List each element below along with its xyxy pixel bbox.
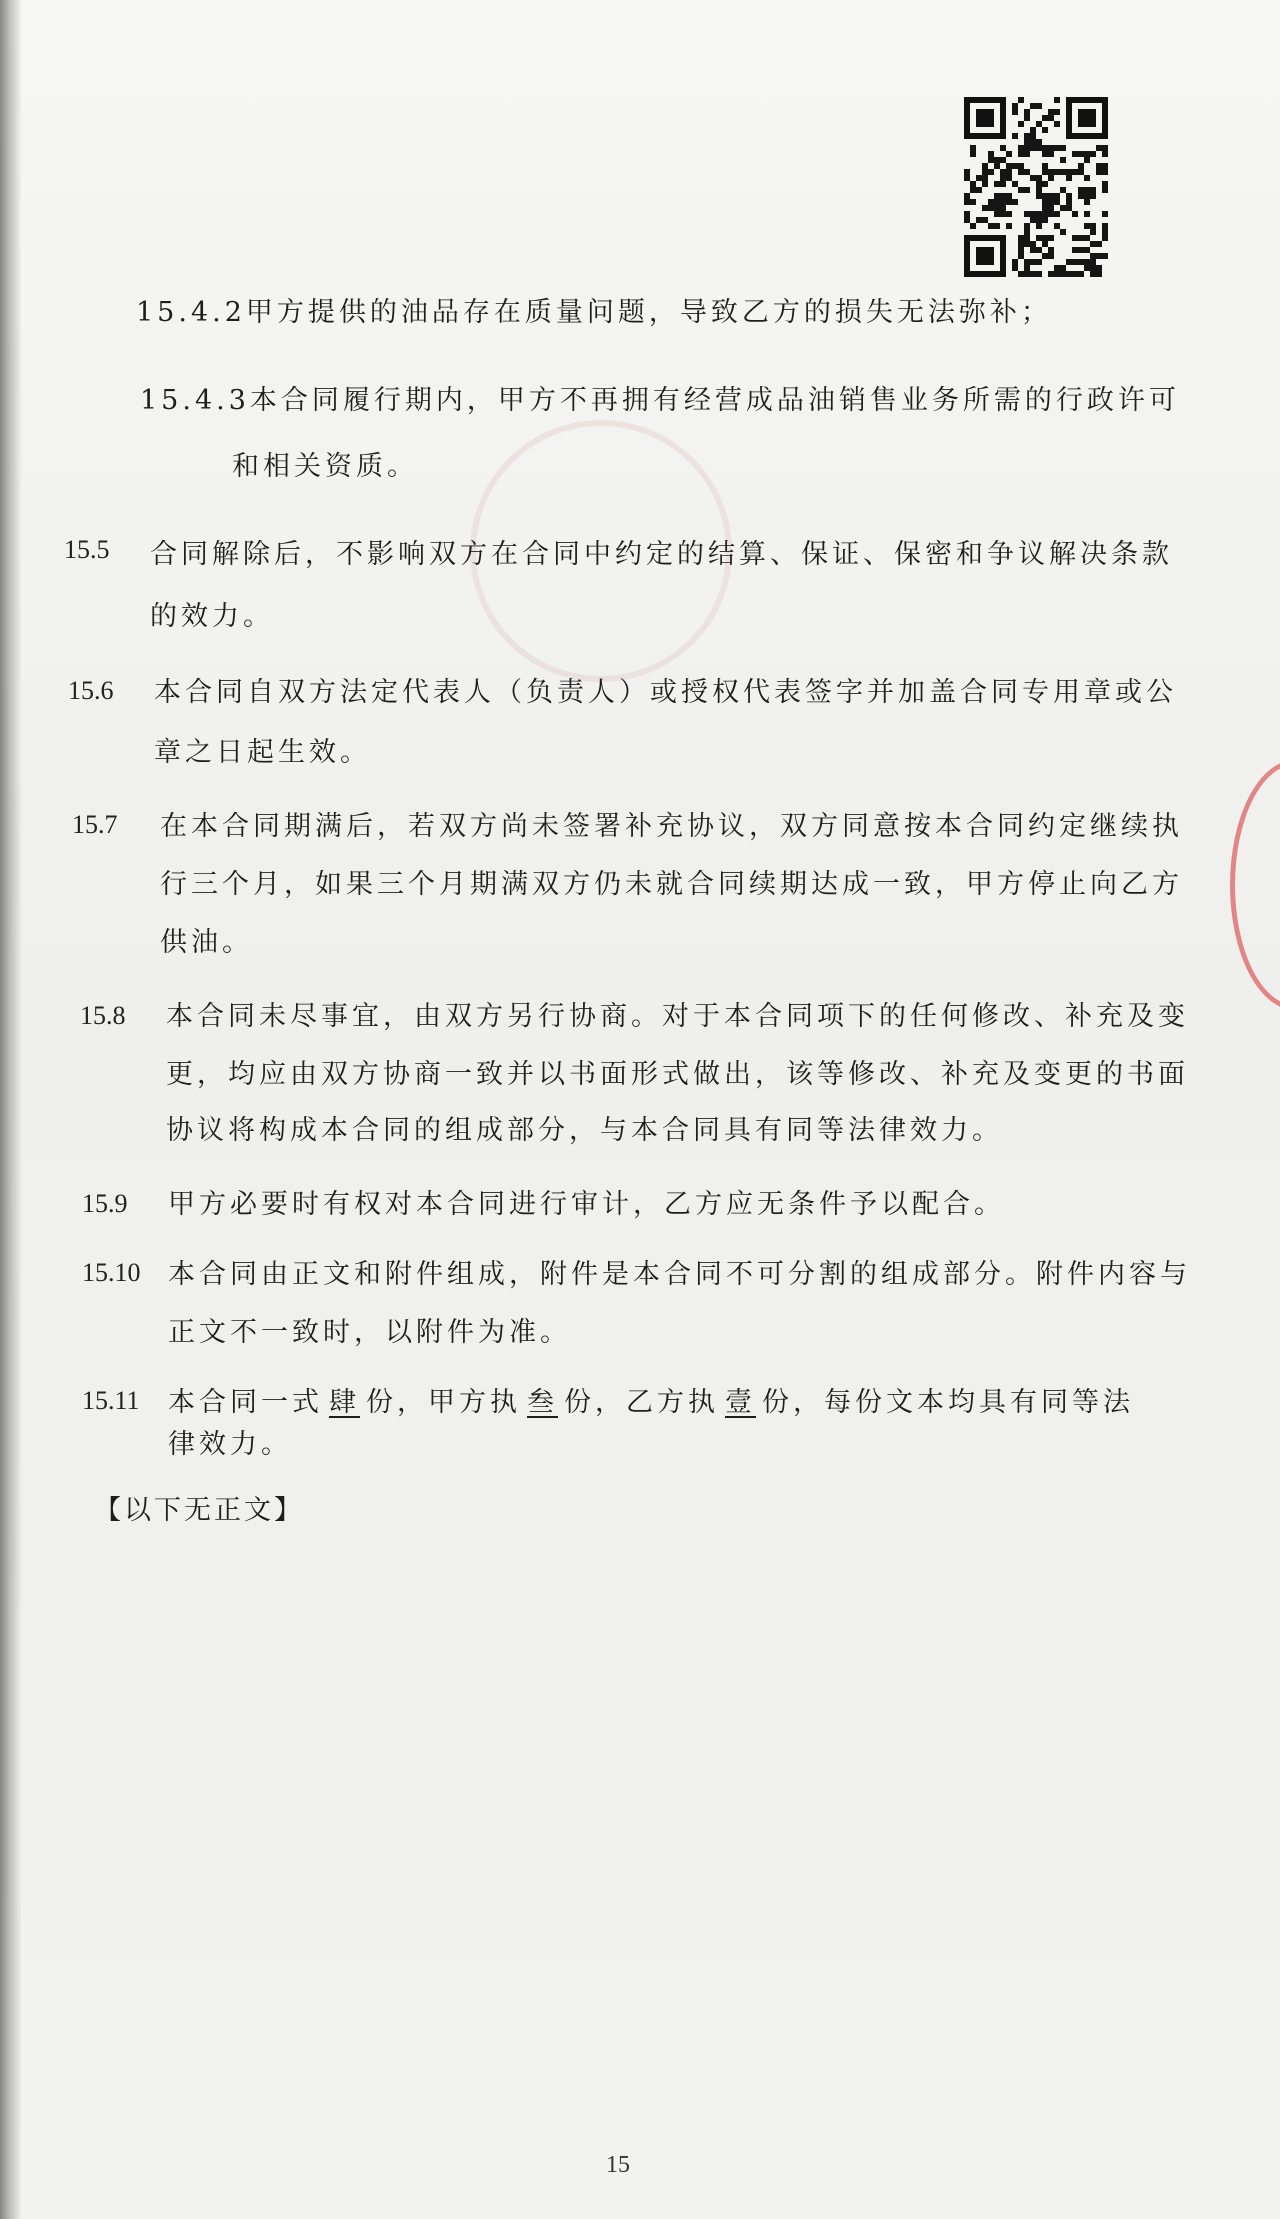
clause-15-8-line-3: 协议将构成本合同的组成部分，与本合同具有同等法律效力。 bbox=[166, 1115, 1003, 1146]
clause-15-6-line-1: 本合同自双方法定代表人（负责人）或授权代表签字并加盖合同专用章或公 bbox=[154, 677, 1177, 708]
page-edge-shadow bbox=[0, 0, 22, 2219]
clause-15-7-line-2: 行三个月，如果三个月期满双方仍未就合同续期达成一致，甲方停止向乙方 bbox=[160, 869, 1183, 900]
clause-15-11-text-d: 份，每份文本均具有同等法 bbox=[762, 1387, 1134, 1418]
clause-15-6-line-2: 章之日起生效。 bbox=[154, 737, 371, 768]
clause-15-4-3-line-1: 15.4.3本合同履行期内，甲方不再拥有经营成品油销售业务所需的行政许可 bbox=[140, 385, 1180, 416]
clause-15-7-line-1: 在本合同期满后，若双方尚未签署补充协议，双方同意按本合同约定继续执 bbox=[160, 811, 1183, 842]
copies-party-a: 叁 bbox=[527, 1387, 558, 1418]
clause-15-6-number: 15.6 bbox=[68, 676, 114, 705]
clause-15-7-line-3: 供油。 bbox=[160, 927, 253, 958]
clause-15-5-line-1: 合同解除后，不影响双方在合同中约定的结算、保证、保密和争议解决条款 bbox=[150, 539, 1173, 570]
clause-15-4-3-line-2: 和相关资质。 bbox=[232, 451, 418, 482]
clause-15-4-2-line-1: 15.4.2甲方提供的油品存在质量问题，导致乙方的损失无法弥补； bbox=[136, 297, 1052, 328]
clause-15-11-text-a: 本合同一式 bbox=[168, 1387, 323, 1418]
copies-party-b: 壹 bbox=[725, 1387, 756, 1418]
clause-15-10-line-2: 正文不一致时，以附件为准。 bbox=[168, 1317, 571, 1348]
clause-15-5-number: 15.5 bbox=[64, 535, 110, 564]
end-of-text-note: 【以下无正文】 bbox=[94, 1495, 304, 1526]
clause-15-5-line-2: 的效力。 bbox=[150, 601, 274, 632]
red-seal-stamp-edge bbox=[1230, 760, 1280, 1010]
clause-15-8-line-1: 本合同未尽事宜，由双方另行协商。对于本合同项下的任何修改、补充及变 bbox=[166, 1001, 1189, 1032]
clause-15-11-text-b: 份，甲方执 bbox=[366, 1387, 521, 1418]
clause-15-11-line-1 bbox=[168, 1380, 1134, 1419]
clause-15-8-number: 15.8 bbox=[80, 1001, 126, 1030]
clause-15-11-line-2: 律效力。 bbox=[168, 1429, 292, 1460]
clause-15-9-number: 15.9 bbox=[82, 1189, 128, 1218]
page-number: 15 bbox=[606, 2152, 630, 2178]
clause-15-10-number: 15.10 bbox=[82, 1258, 141, 1287]
clause-15-10-line-1: 本合同由正文和附件组成，附件是本合同不可分割的组成部分。附件内容与 bbox=[168, 1259, 1191, 1290]
copies-total: 肆 bbox=[329, 1387, 360, 1418]
clause-15-9-line-1: 甲方必要时有权对本合同进行审计，乙方应无条件予以配合。 bbox=[168, 1189, 1005, 1220]
clause-15-11-number: 15.11 bbox=[82, 1386, 140, 1415]
clause-15-7-number: 15.7 bbox=[72, 810, 118, 839]
qr-code bbox=[964, 97, 1108, 279]
clause-15-8-line-2: 更，均应由双方协商一致并以书面形式做出，该等修改、补充及变更的书面 bbox=[166, 1059, 1189, 1090]
clause-15-11-text-c: 份，乙方执 bbox=[564, 1387, 719, 1418]
